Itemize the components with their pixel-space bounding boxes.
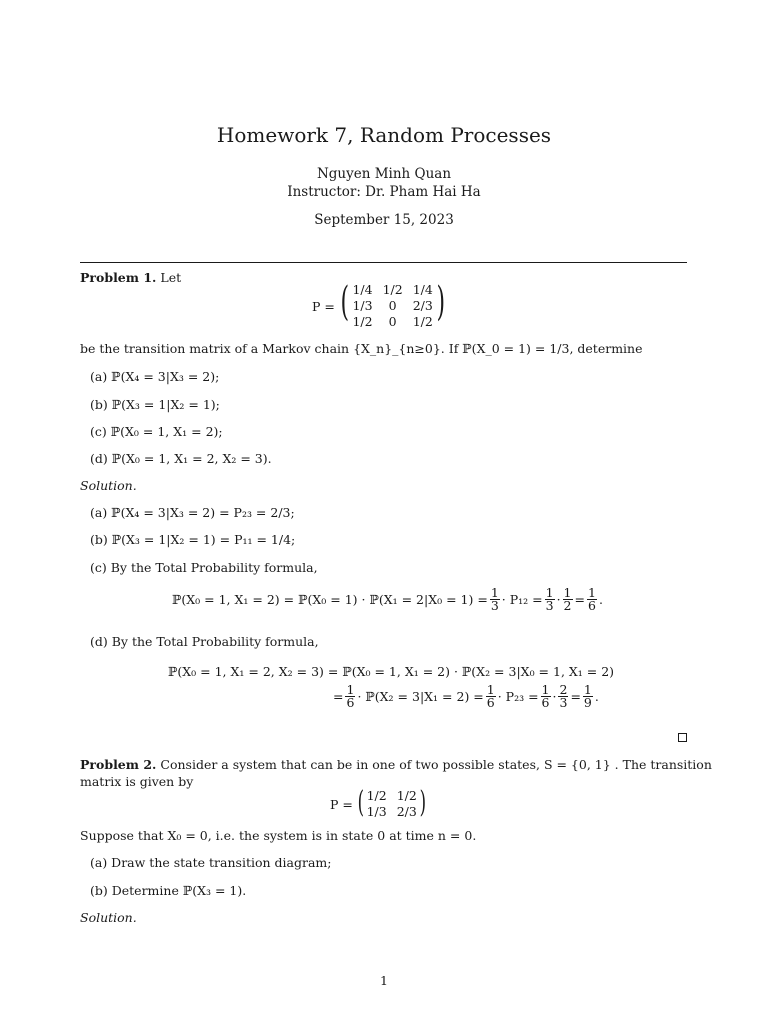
matrix-cell: 1/2 <box>412 314 433 329</box>
problem-1-part-d: (d) ℙ(X₀ = 1, X₁ = 2, X₂ = 3). <box>90 451 272 466</box>
problem-2-solution-label: Solution. <box>80 910 137 925</box>
problem-1-statement: be the transition matrix of a Markov chain {X_n}_{n≥0}. If ℙ(X_0 = 1) = 1/3, determine <box>80 341 643 356</box>
matrix-lhs: P = <box>312 298 335 314</box>
matrix-cell: 1/2 <box>382 282 403 297</box>
problem-2-statement-line2: matrix is given by <box>80 774 194 789</box>
problem-2-suppose: Suppose that X₀ = 0, i.e. the system is in state 0 at time n = 0. <box>80 828 477 843</box>
fraction: $\frac{1}{3}$ <box>490 585 499 613</box>
problem-1-heading <box>80 270 181 285</box>
left-paren: ( <box>340 279 349 325</box>
document-date: September 15, 2023 <box>314 212 454 228</box>
solution-d-intro: (d) By the Total Probability formula, <box>90 634 319 649</box>
fraction: $\frac{1}{6}$ <box>541 682 550 710</box>
problem-1-label: Problem 1. <box>80 270 157 285</box>
problem-1-matrix <box>312 279 448 330</box>
fraction: $\frac{1}{2}$ <box>563 585 572 613</box>
problem-1-part-a: (a) ℙ(X₄ = 3|X₃ = 2); <box>90 369 220 384</box>
matrix-lhs: P = <box>330 796 353 812</box>
instructor-name: Instructor: Dr. Pham Hai Ha <box>287 184 481 200</box>
problem-2-part-b: (b) Determine ℙ(X₃ = 1). <box>90 883 247 898</box>
problem-1-intro: Let <box>160 270 182 285</box>
solution-d-line1: ℙ(X₀ = 1, X₁ = 2, X₂ = 3) = ℙ(X₀ = 1, X₁ = 2) · ℙ(X₂ = 3|X₀ = 1, X₁ = 2) <box>168 664 615 679</box>
matrix-cell: 2/3 <box>412 298 433 313</box>
matrix-cell: 1/2 <box>366 788 387 803</box>
solution-a: (a) ℙ(X₄ = 3|X₃ = 2) = P₂₃ = 2/3; <box>90 505 295 520</box>
matrix-cell: 1/4 <box>352 282 373 297</box>
fraction: $\frac{1}{6}$ <box>346 682 355 710</box>
problem-2-part-a: (a) Draw the state transition diagram; <box>90 855 332 870</box>
problem-2-label: Problem 2. <box>80 757 157 772</box>
problem-2-heading <box>80 757 712 772</box>
fraction: $\frac{2}{3}$ <box>559 682 568 710</box>
problem-1-part-c: (c) ℙ(X₀ = 1, X₁ = 2); <box>90 424 223 439</box>
eq-d-p: · P₂₃ = <box>497 689 539 704</box>
eq-c-mid: · P₁₂ = <box>501 592 543 607</box>
fraction: $\frac{1}{9}$ <box>583 682 592 710</box>
solution-d-line2: = $\frac{1}{6}$ · ℙ(X₂ = 3|X₁ = 2) = $\frac{1}{6}$ · P₂₃ = $\frac{1}{6}$ · $\frac{2}{3}$ = $\frac{1}{9}$ . <box>333 682 599 710</box>
matrix-cell: 1/3 <box>366 804 387 819</box>
page-number: 1 <box>380 973 388 988</box>
left-paren: ( <box>357 785 364 820</box>
fraction: $\frac{1}{6}$ <box>587 585 596 613</box>
document-title: Homework 7, Random Processes <box>216 123 552 147</box>
eq-d-mid: · ℙ(X₂ = 3|X₁ = 2) = <box>357 689 484 704</box>
solution-c-intro: (c) By the Total Probability formula, <box>90 560 318 575</box>
solution-b: (b) ℙ(X₃ = 1|X₂ = 1) = P₁₁ = 1/4; <box>90 532 296 547</box>
fraction: $\frac{1}{6}$ <box>486 682 495 710</box>
matrix-cell: 0 <box>388 298 397 313</box>
problem-1-solution-label: Solution. <box>80 478 137 493</box>
matrix-cell: 1/3 <box>352 298 373 313</box>
qed-square-icon <box>678 733 687 742</box>
matrix-cell: 1/2 <box>396 788 417 803</box>
author-name: Nguyen Minh Quan <box>316 166 452 182</box>
problem-2-statement-line1: Consider a system that can be in one of two possible states, S = {0, 1} . The transition <box>160 757 712 772</box>
matrix-cell: 0 <box>388 314 397 329</box>
right-paren: ) <box>436 279 445 325</box>
problem-1-part-b: (b) ℙ(X₃ = 1|X₂ = 1); <box>90 397 220 412</box>
eq-c-left: ℙ(X₀ = 1, X₁ = 2) = ℙ(X₀ = 1) · ℙ(X₁ = 2|X₀ = 1) = <box>172 592 488 607</box>
matrix-cell: 1/2 <box>352 314 373 329</box>
problem-2-matrix <box>330 785 429 820</box>
matrix-cell: 1/4 <box>412 282 433 297</box>
right-paren: ) <box>419 785 426 820</box>
matrix-cell: 2/3 <box>396 804 417 819</box>
solution-c-equation: ℙ(X₀ = 1, X₁ = 2) = ℙ(X₀ = 1) · ℙ(X₁ = 2|X₀ = 1) = $\frac{1}{3}$ · P₁₂ = $\frac{1}{3}$ · $\frac{1}{2}$ = $\frac{1}{6}$ . <box>172 585 603 613</box>
fraction: $\frac{1}{3}$ <box>545 585 554 613</box>
horizontal-rule <box>80 262 687 263</box>
